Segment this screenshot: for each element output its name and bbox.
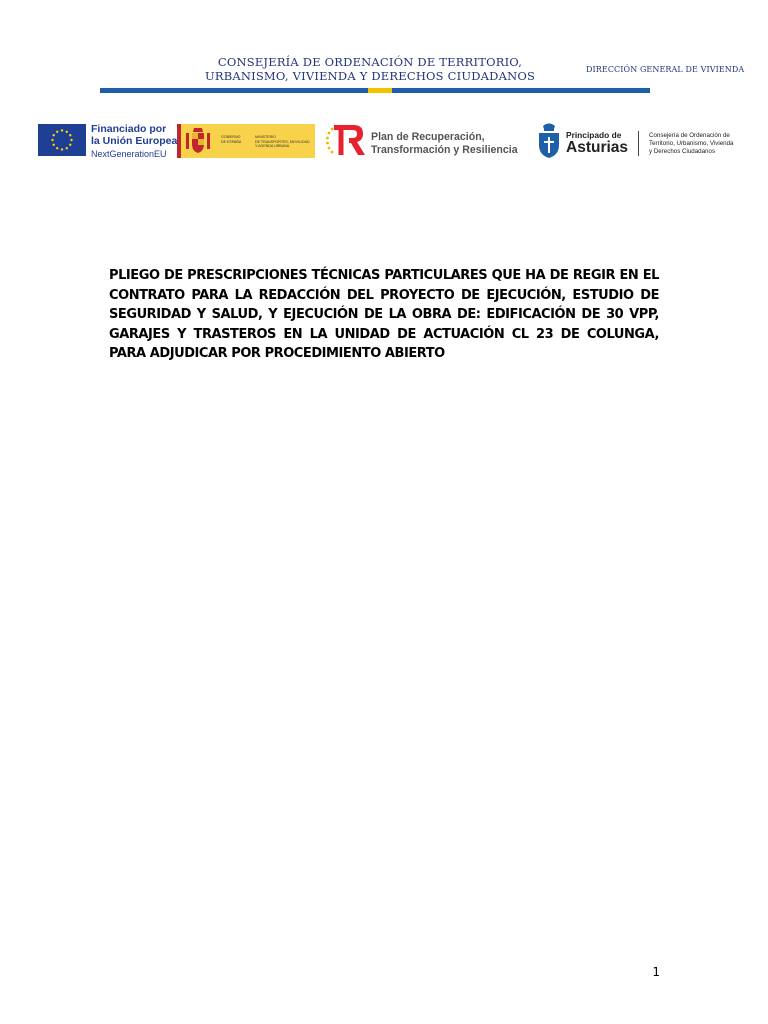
ministerio-label [255,135,310,149]
asturias-consejeria-line-3: y Derechos Ciudadanos [649,147,716,155]
prtr-label [371,131,518,157]
header-rule-accent [368,88,392,93]
asturias-divider [638,131,639,156]
ministerio-line-3: Y AGENDA URBANA [255,144,290,149]
asturias-consejeria-line-1: Consejería de Ordenación de [649,132,730,139]
gobierno-red-strip [177,124,181,158]
prtr-logo-icon [324,120,368,160]
gobierno-line-2: DE ESPAÑA [221,139,242,144]
eu-line-3: NextGenerationEU [91,149,167,159]
gobierno-line-1: GOBIERNO [221,135,241,139]
eu-flag-icon [38,124,86,156]
asturias-shield-icon [537,122,561,160]
consejeria-line-1: CONSEJERÍA DE ORDENACIÓN DE TERRITORIO, [217,55,523,69]
gobierno-label [221,135,241,144]
consejeria-line-2: URBANISMO, VIVIENDA Y DERECHOS CIUDADANOS [204,69,536,83]
asturias-line-1: Principado de [566,130,622,140]
asturias-consejeria-line-2: Territorio, Urbanismo, Vivienda [649,139,734,147]
prtr-line-1: Plan de Recuperación, [371,131,485,143]
ministerio-line-2: DE TRANSPORTES, MOVILIDAD [255,139,310,144]
eu-line-2: la Unión Europea [91,135,178,147]
spain-coat-of-arms-icon [185,127,211,155]
eu-funding-label [91,123,177,160]
direccion-header: DIRECCIÓN GENERAL DE VIVIENDA [586,65,745,74]
asturias-label [566,130,628,155]
eu-line-1: Financiado por [91,123,167,135]
header-rule [100,88,650,93]
document-title: PLIEGO DE PRESCRIPCIONES TÉCNICAS PARTICULARES QUE HA DE REGIR EN EL CONTRATO PARA LA REDACCIÓN DEL PROYECTO DE EJECUCIÓN, ESTUDIO DE SEGURIDAD Y SALUD, Y EJECUCIÓN DE LA OBRA DE: EDIFICACIÓN DE 30 VPP, GARAJES Y TRASTEROS EN LA UNIDAD DE ACTUACIÓN CL 23 DE COLUNGA, PARA ADJUDICAR POR PROCEDIMIENTO ABIERTO [109,268,659,361]
asturias-consejeria-label [649,132,733,155]
consejeria-header [150,55,590,83]
prtr-line-2: Transformación y Resiliencia [371,144,518,156]
ministerio-line-1: MINISTERIO [255,135,276,139]
page-number: 1 [652,965,660,979]
asturias-line-2: Asturias [566,139,629,156]
gobierno-espana-logo [177,124,315,158]
